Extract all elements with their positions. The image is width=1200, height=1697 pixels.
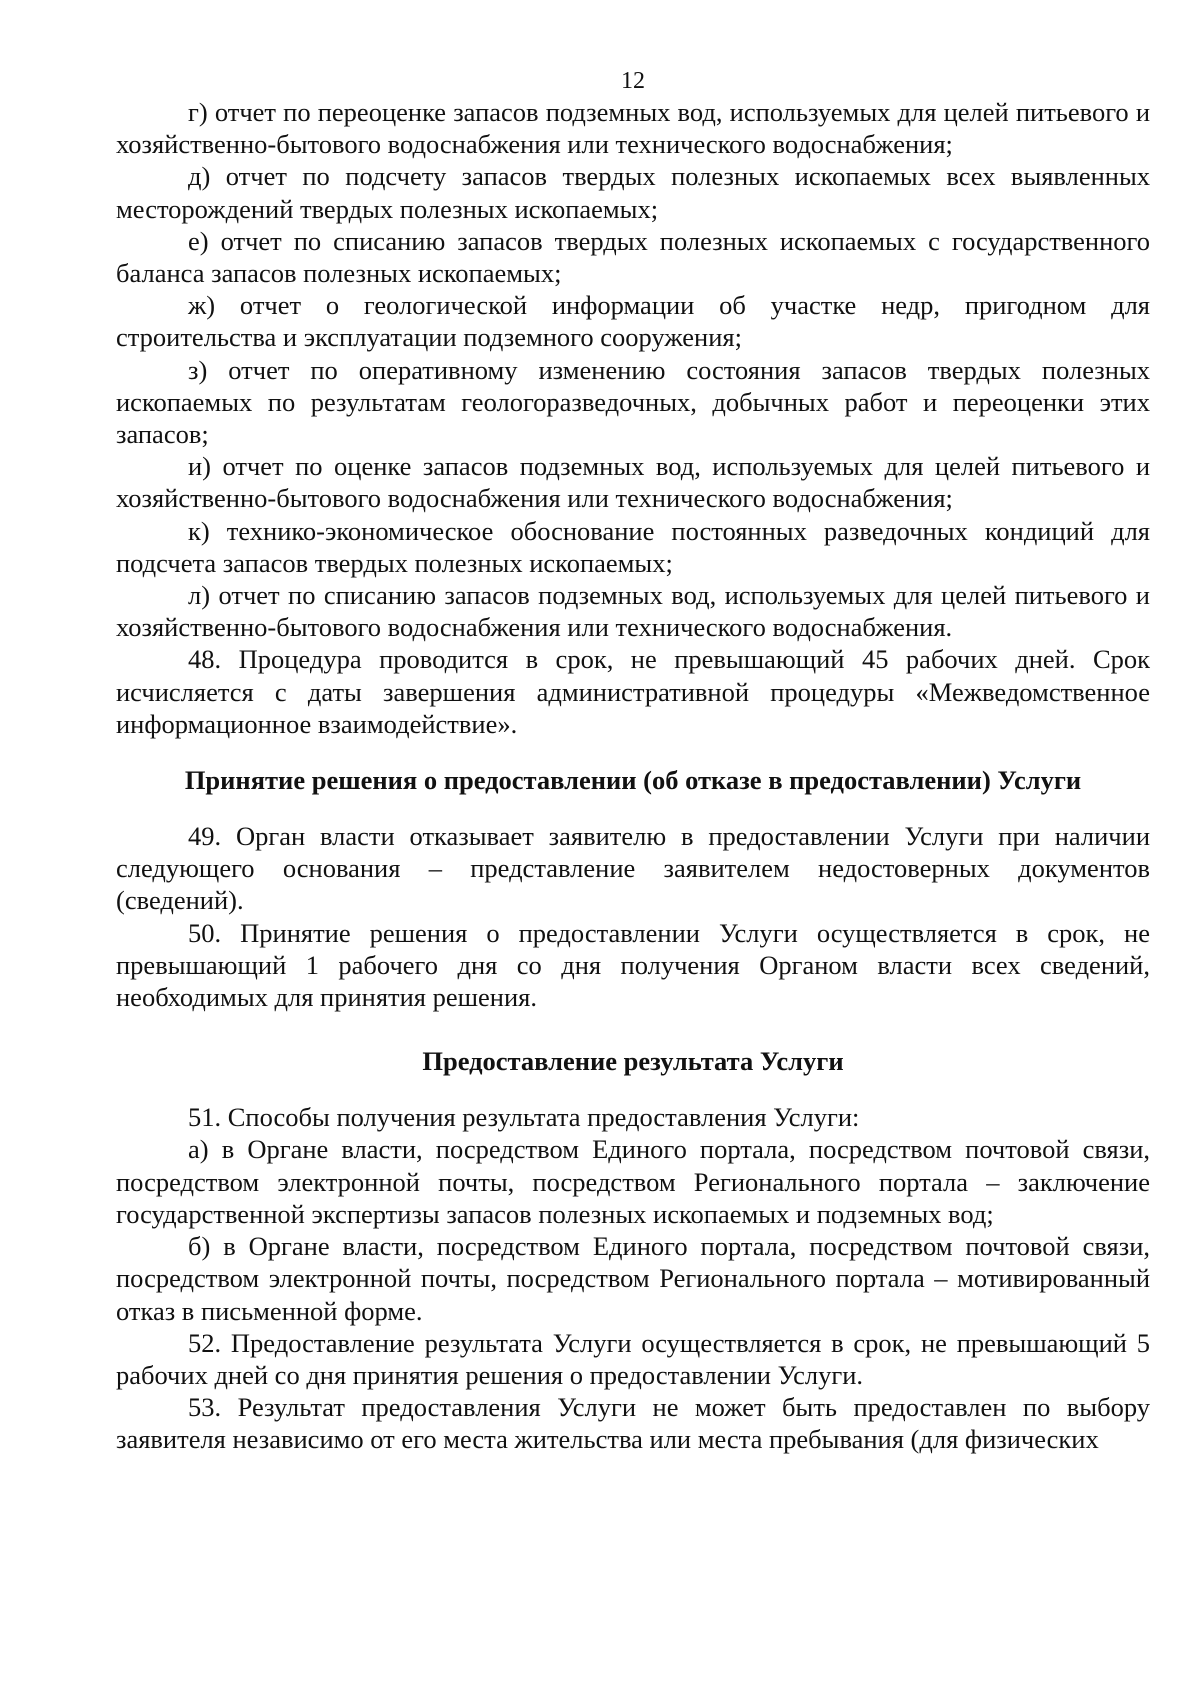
section-heading-result: Предоставление результата Услуги: [422, 1046, 844, 1077]
section-reports-list: [116, 96, 1150, 740]
paragraph-49: 49. Орган власти отказывает заявителю в предоставлении Услуги при наличии следующего основания – представление заявителем недостоверных документов (сведений).: [116, 821, 1150, 916]
paragraph-51: 51. Способы получения результата предоставления Услуги:: [188, 1102, 860, 1133]
document-page: [116, 66, 1150, 1456]
paragraph-51a: а) в Органе власти, посредством Единого портала, посредством почтовой связи, посредством электронной почты, посредством Регионального портала – заключение государственной экспертизы запасов полезных ископаемых и подземных вод;: [116, 1134, 1150, 1229]
paragraph-53: 53. Результат предоставления Услуги не может быть предоставлен по выбору заявителя независимо от его места жительства или места пребывания (для физических: [116, 1392, 1150, 1455]
page-number: 12: [621, 68, 645, 94]
paragraph-k: к) технико-экономическое обоснование постоянных разведочных кондиций для подсчета запасов твердых полезных ископаемых;: [116, 515, 1150, 578]
paragraph-e: е) отчет по списанию запасов твердых полезных ископаемых с государственного баланса запасов полезных ископаемых;: [116, 225, 1150, 289]
section-decision: [116, 820, 1150, 1013]
paragraph-zh: ж) отчет о геологической информации об участке недр, пригодном для строительства и эксплуатации подземного сооружения;: [116, 290, 1150, 353]
paragraph-z: з) отчет по оперативному изменению состояния запасов твердых полезных ископаемых по результатам геологоразведочных, добычных работ и переоценки этих запасов;: [116, 354, 1150, 450]
paragraph-48: 48. Процедура проводится в срок, не превышающий 45 рабочих дней. Срок исчисляется с даты завершения административной процедуры «Межведомственное информационное взаимодействие».: [116, 644, 1150, 739]
paragraph-i: и) отчет по оценке запасов подземных вод, используемых для целей питьевого и хозяйственно-бытового водоснабжения или технического водоснабжения;: [116, 451, 1150, 514]
paragraph-51b: б) в Органе власти, посредством Единого портала, посредством почтовой связи, посредством электронной почты, посредством Регионального портала – мотивированный отказ в письменной форме.: [116, 1231, 1150, 1326]
paragraph-l: л) отчет по списанию запасов подземных вод, используемых для целей питьевого и хозяйственно-бытового водоснабжения или технического водоснабжения.: [116, 580, 1150, 643]
section-heading-decision: Принятие решения о предоставлении (об отказе в предоставлении) Услуги: [184, 765, 1082, 796]
paragraph-52: 52. Предоставление результата Услуги осуществляется в срок, не превышающий 5 рабочих дней со дня принятия решения о предоставлении Услуги.: [116, 1327, 1150, 1390]
section-result: [116, 1101, 1150, 1455]
paragraph-50: 50. Принятие решения о предоставлении Услуги осуществляется в срок, не превышающий 1 рабочего дня со дня получения Органом власти всех сведений, необходимых для принятия решения.: [116, 917, 1150, 1013]
paragraph-g: г) отчет по переоценке запасов подземных вод, используемых для целей питьевого и хозяйственно-бытового водоснабжения или технического водоснабжения;: [116, 97, 1150, 160]
paragraph-d: д) отчет по подсчету запасов твердых полезных ископаемых всех выявленных месторождений твердых полезных ископаемых;: [116, 161, 1150, 224]
